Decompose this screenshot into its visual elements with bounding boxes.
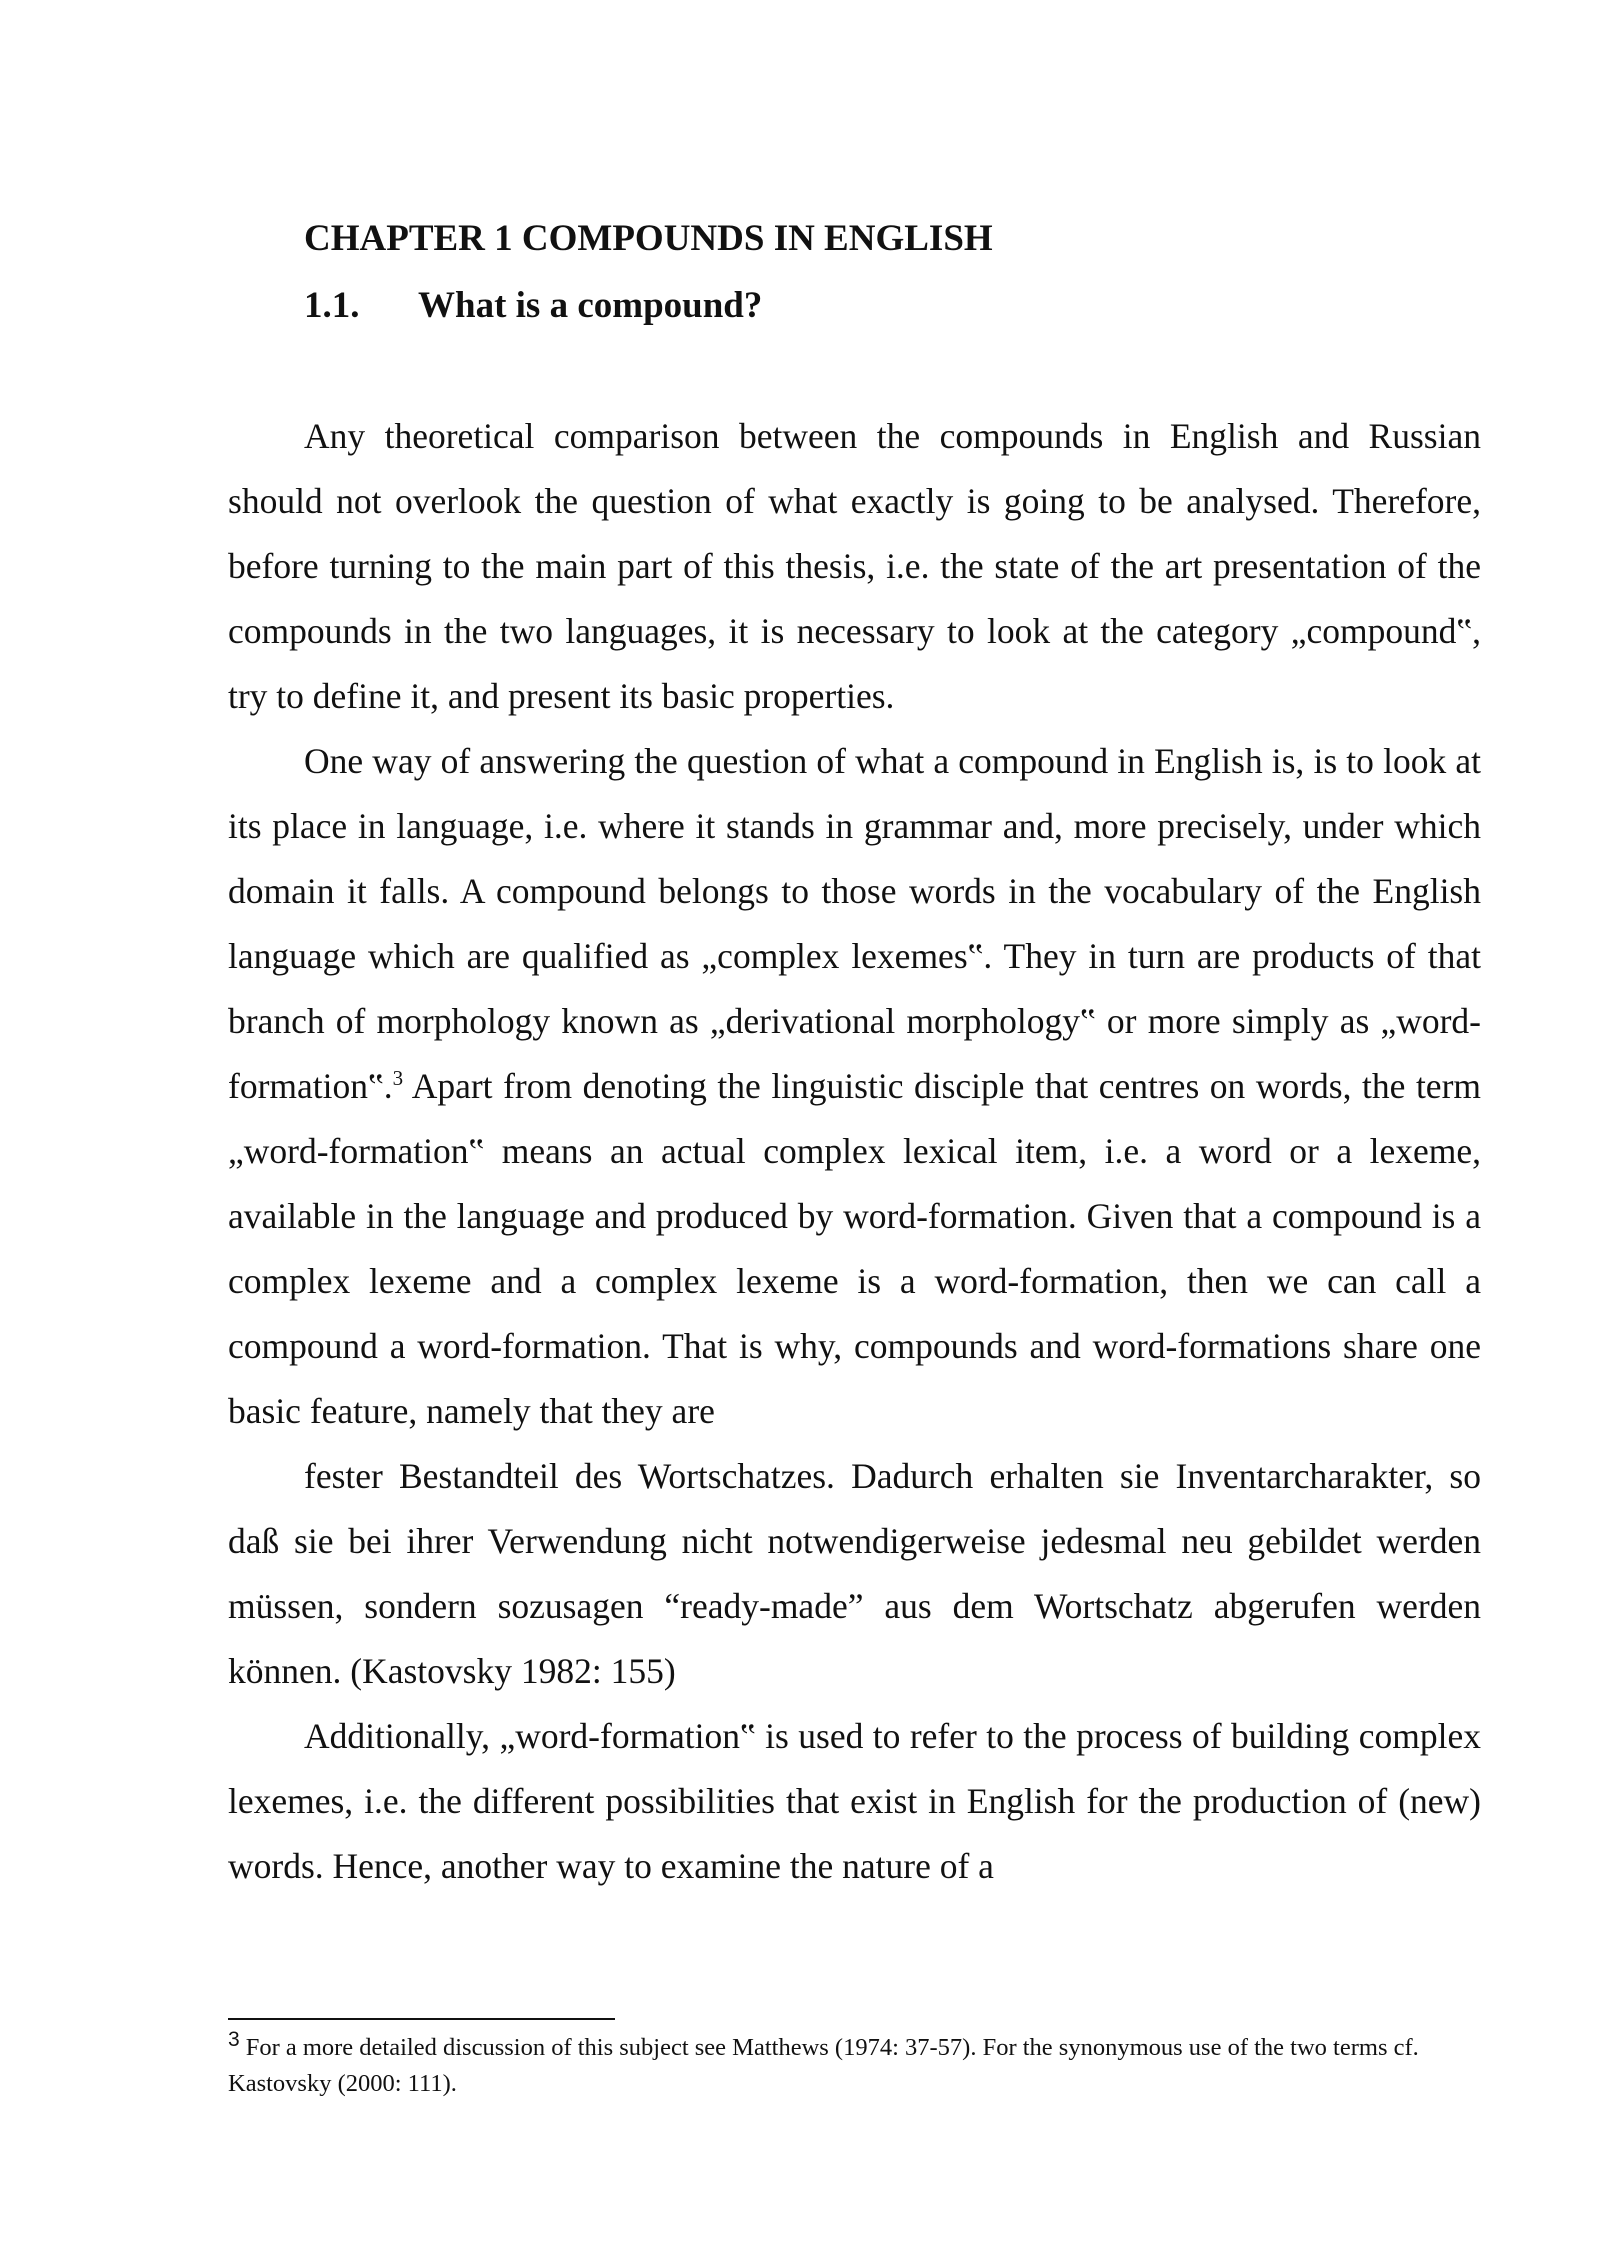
block-quote-german: fester Bestandteil des Wortschatzes. Dadurch erhalten sie Inventarcharakter, so daß sie bei ihrer Verwendung nicht notwendigerweise jedesmal neu gebildet werden müssen, sondern sozusagen “ready-made” aus dem Wortschatz abgerufen werden können. (Kastovsky 1982: 155) (228, 1456, 1481, 1691)
body-text (228, 404, 1481, 1899)
section-number: 1.1. (304, 285, 360, 326)
paragraph-word-formation: Additionally, „word-formation‟ is used to refer to the process of building complex lexemes, i.e. the different possibilities that exist in English for the production of (new) words. Hence, another way to examine the nature of a (228, 1716, 1481, 1886)
footnote (228, 2027, 1481, 2102)
chapter-title: CHAPTER 1 COMPOUNDS IN ENGLISH (304, 218, 993, 259)
section-heading (304, 281, 762, 331)
paragraph-intro: Any theoretical comparison between the compounds in English and Russian should not overlook the question of what exactly is going to be analysed. Therefore, before turning to the main part of this thesis, i.e. the state of the art presentation of the compounds in the two languages, it is necessary to look at the category „compound‟, try to define it, and present its basic properties. (228, 416, 1481, 716)
section-title: What is a compound? (418, 285, 763, 326)
footnote-text: For a more detailed discussion of this subject see Matthews (1974: 37-57). For the synonymous use of the two terms cf. Kastovsky (2000: 111). (228, 2034, 1419, 2097)
footnote-divider (228, 2018, 615, 2020)
paragraph-definition-part1: One way of answering the question of what a compound in English is, is to look at its place in language, i.e. where it stands in grammar and, more precisely, under which domain it falls. A compound belongs to those words in the vocabulary of the English language which are qualified as „complex lexemes‟. They in turn are products of that branch of morphology known as „derivational morphology‟ or more simply as „word-formation‟. (228, 741, 1481, 1106)
footnote-reference: 3 (392, 1066, 404, 1091)
footnote-number: 3 (228, 2027, 240, 2051)
paragraph-definition (228, 729, 1481, 1444)
paragraph-definition-part2: Apart from denoting the linguistic disciple that centres on words, the term „word-formation‟ means an actual complex lexical item, i.e. a word or a lexeme, available in the language and produced by word-formation. Given that a compound is a complex lexeme and a complex lexeme is a word-formation, then we can call a compound a word-formation. That is why, compounds and word-formations share one basic feature, namely that they are (228, 1066, 1481, 1431)
